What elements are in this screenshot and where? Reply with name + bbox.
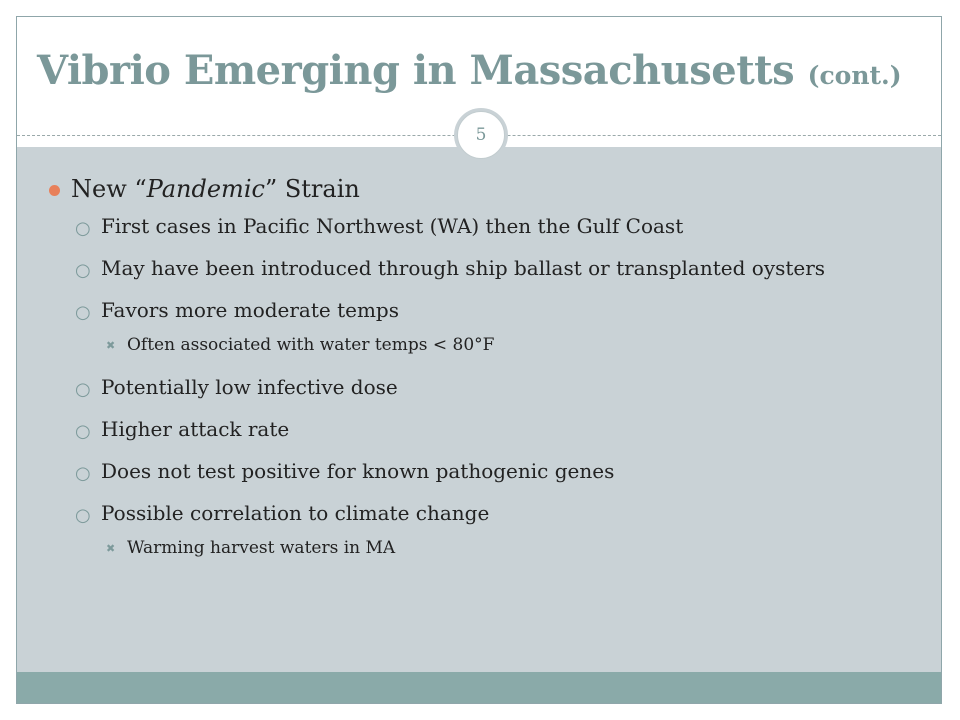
- list-item: [49, 416, 929, 443]
- heading-suffix: ” Strain: [264, 175, 360, 203]
- list-item-text: Does not test positive for known pathogenic genes: [101, 459, 615, 483]
- bullet-heading: [49, 174, 929, 204]
- sub-list-item: [49, 334, 929, 356]
- ring-bullet-icon: ○: [75, 218, 91, 239]
- list-item-text: May have been introduced through ship ballast or transplanted oysters: [101, 256, 826, 280]
- list-item-text: Higher attack rate: [101, 417, 290, 441]
- ring-bullet-icon: ○: [75, 505, 91, 526]
- slide-body: [49, 174, 929, 577]
- ring-bullet-icon: ○: [75, 260, 91, 281]
- ring-bullet-icon: ○: [75, 421, 91, 442]
- list-item: [49, 500, 929, 527]
- circle-bullet-icon: [49, 185, 60, 196]
- ring-bullet-icon: ○: [75, 463, 91, 484]
- slide-title-suffix: (cont.): [807, 61, 902, 90]
- ring-bullet-icon: ○: [75, 302, 91, 323]
- list-item: [49, 255, 929, 282]
- x-star-bullet-icon: ✖: [106, 339, 116, 352]
- ring-bullet-icon: ○: [75, 379, 91, 400]
- heading-prefix: New “: [71, 175, 147, 203]
- list-item: [49, 297, 929, 324]
- slide-number-badge: 5: [457, 111, 505, 159]
- heading-emphasis: Pandemic: [146, 175, 265, 203]
- slide-title-text: Vibrio Emerging in Massachusetts: [37, 47, 795, 94]
- list-item: [49, 213, 929, 240]
- list-item-text: First cases in Pacific Northwest (WA) then the Gulf Coast: [101, 214, 684, 238]
- sub-list-item: [49, 537, 929, 559]
- footer-band: [17, 672, 941, 704]
- list-item-text: Potentially low infective dose: [101, 375, 398, 399]
- slide-title: [37, 47, 923, 100]
- list-item-text: Favors more moderate temps: [101, 298, 399, 322]
- slide: [16, 16, 942, 704]
- sub-list-item-text: Warming harvest waters in MA: [127, 538, 396, 558]
- list-item: [49, 374, 929, 401]
- sub-list-item-text: Often associated with water temps < 80°F: [127, 335, 495, 355]
- list-item-text: Possible correlation to climate change: [101, 501, 490, 525]
- x-star-bullet-icon: ✖: [106, 542, 116, 555]
- list-item: [49, 458, 929, 485]
